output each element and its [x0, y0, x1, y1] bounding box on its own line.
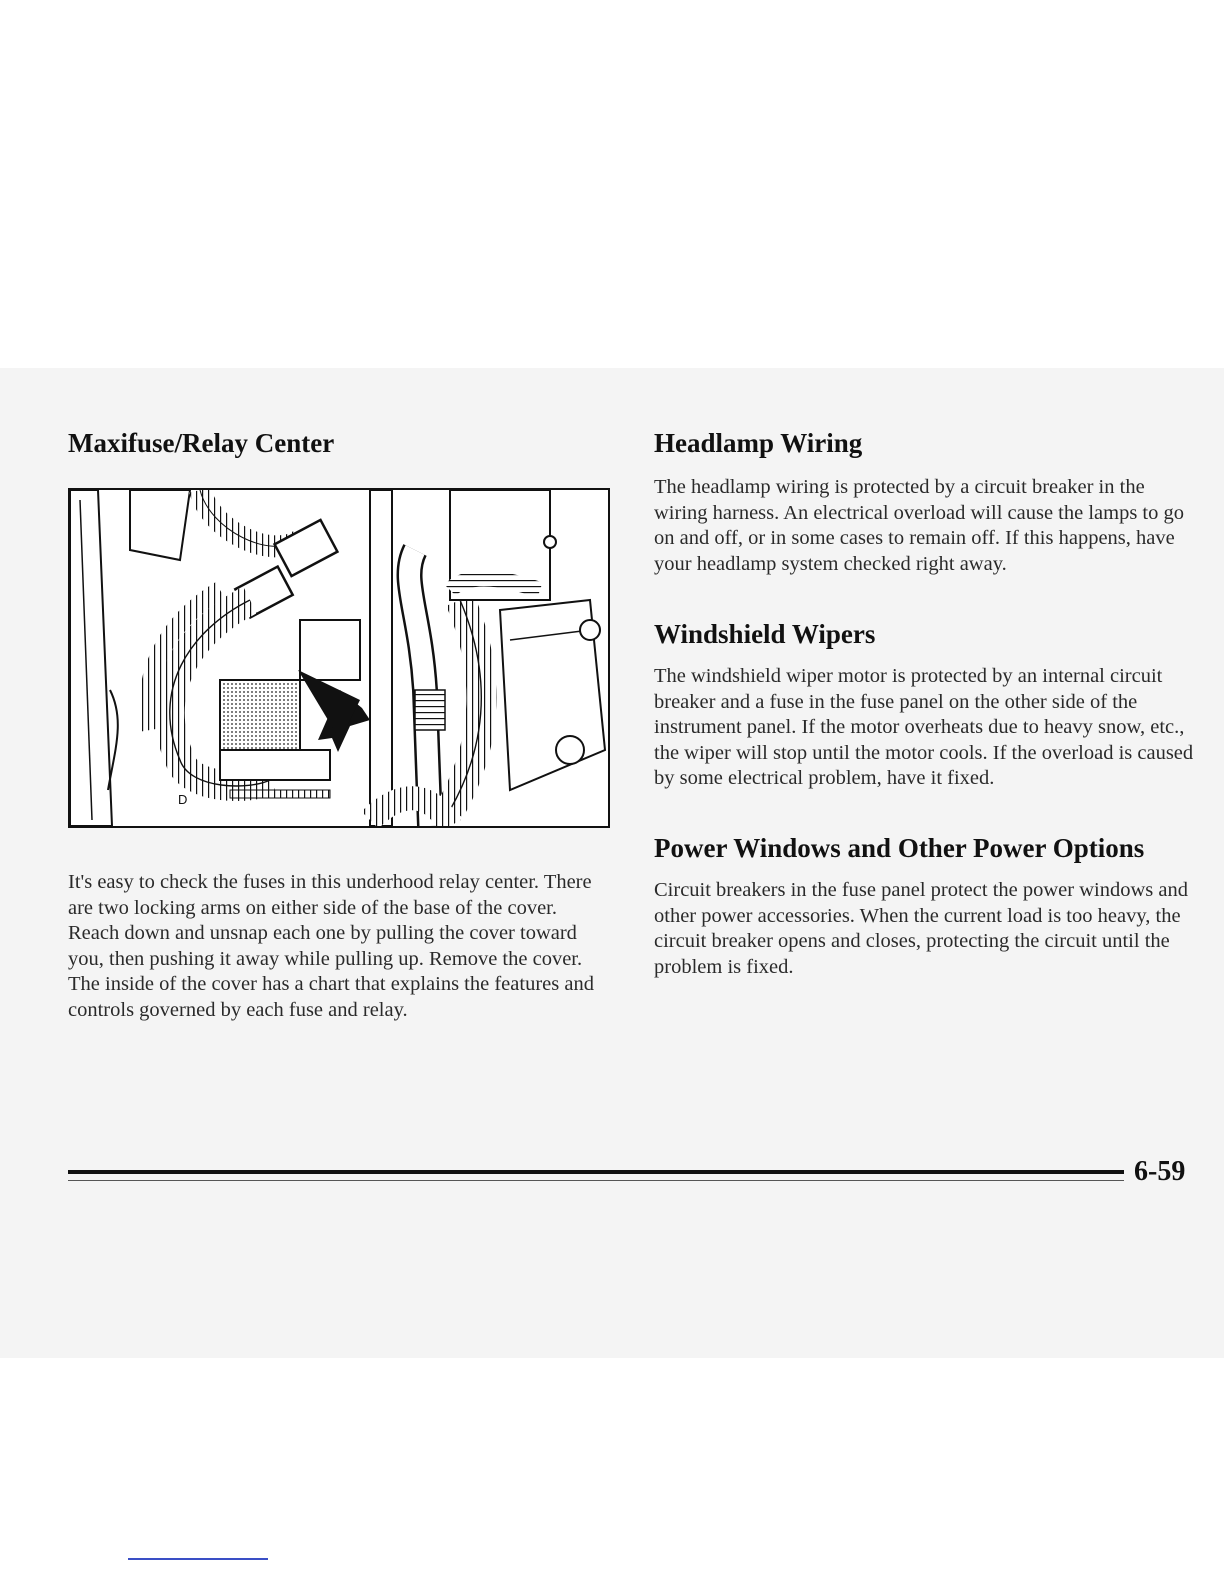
maxifuse-body: It's easy to check the fuses in this underhood relay center. There are two locking arms on either side of the base of the cover. Reach down and unsnap each one by pulling the cover toward you, then pushing it away while pulling up. Remove the cover. The inside of the cover has a chart that explains the features and controls governed by each fuse and relay.: [68, 871, 594, 1021]
section-title-headlamp-wiring: Headlamp Wiring: [654, 428, 863, 458]
relay-center-illustration: [68, 488, 610, 828]
footer-rule: [68, 1170, 1124, 1174]
footer-link-underline: [128, 1558, 268, 1560]
headlamp-wiring-body: The headlamp wiring is protected by a circuit breaker in the wiring harness. An electrical overload will cause the lamps to go on and off, or in some cases to remain off. If this happens, have your headlamp system checked right away.: [654, 476, 1184, 575]
section-title-windshield-wipers: Windshield Wipers: [654, 619, 876, 649]
figure-label: D: [178, 792, 188, 807]
windshield-wipers-body: The windshield wiper motor is protected by an internal circuit breaker and a fuse in the fuse panel on the other side of the instrument panel. If the motor overheats due to heavy snow, etc., the wiper will stop until the motor cools. If the overload is caused by some electrical problem, have it fixed.: [654, 665, 1194, 789]
power-windows-body: Circuit breakers in the fuse panel protect the power windows and other power accessories. When the current load is too heavy, the circuit breaker opens and closes, protecting the circuit until the problem is fixed.: [654, 879, 1188, 978]
section-title-maxifuse: Maxifuse/Relay Center: [68, 428, 335, 458]
footer-rule-thin: [68, 1180, 1124, 1181]
page-number: 6-59: [1134, 1156, 1186, 1187]
section-title-power-windows: Power Windows and Other Power Options: [654, 833, 1145, 863]
